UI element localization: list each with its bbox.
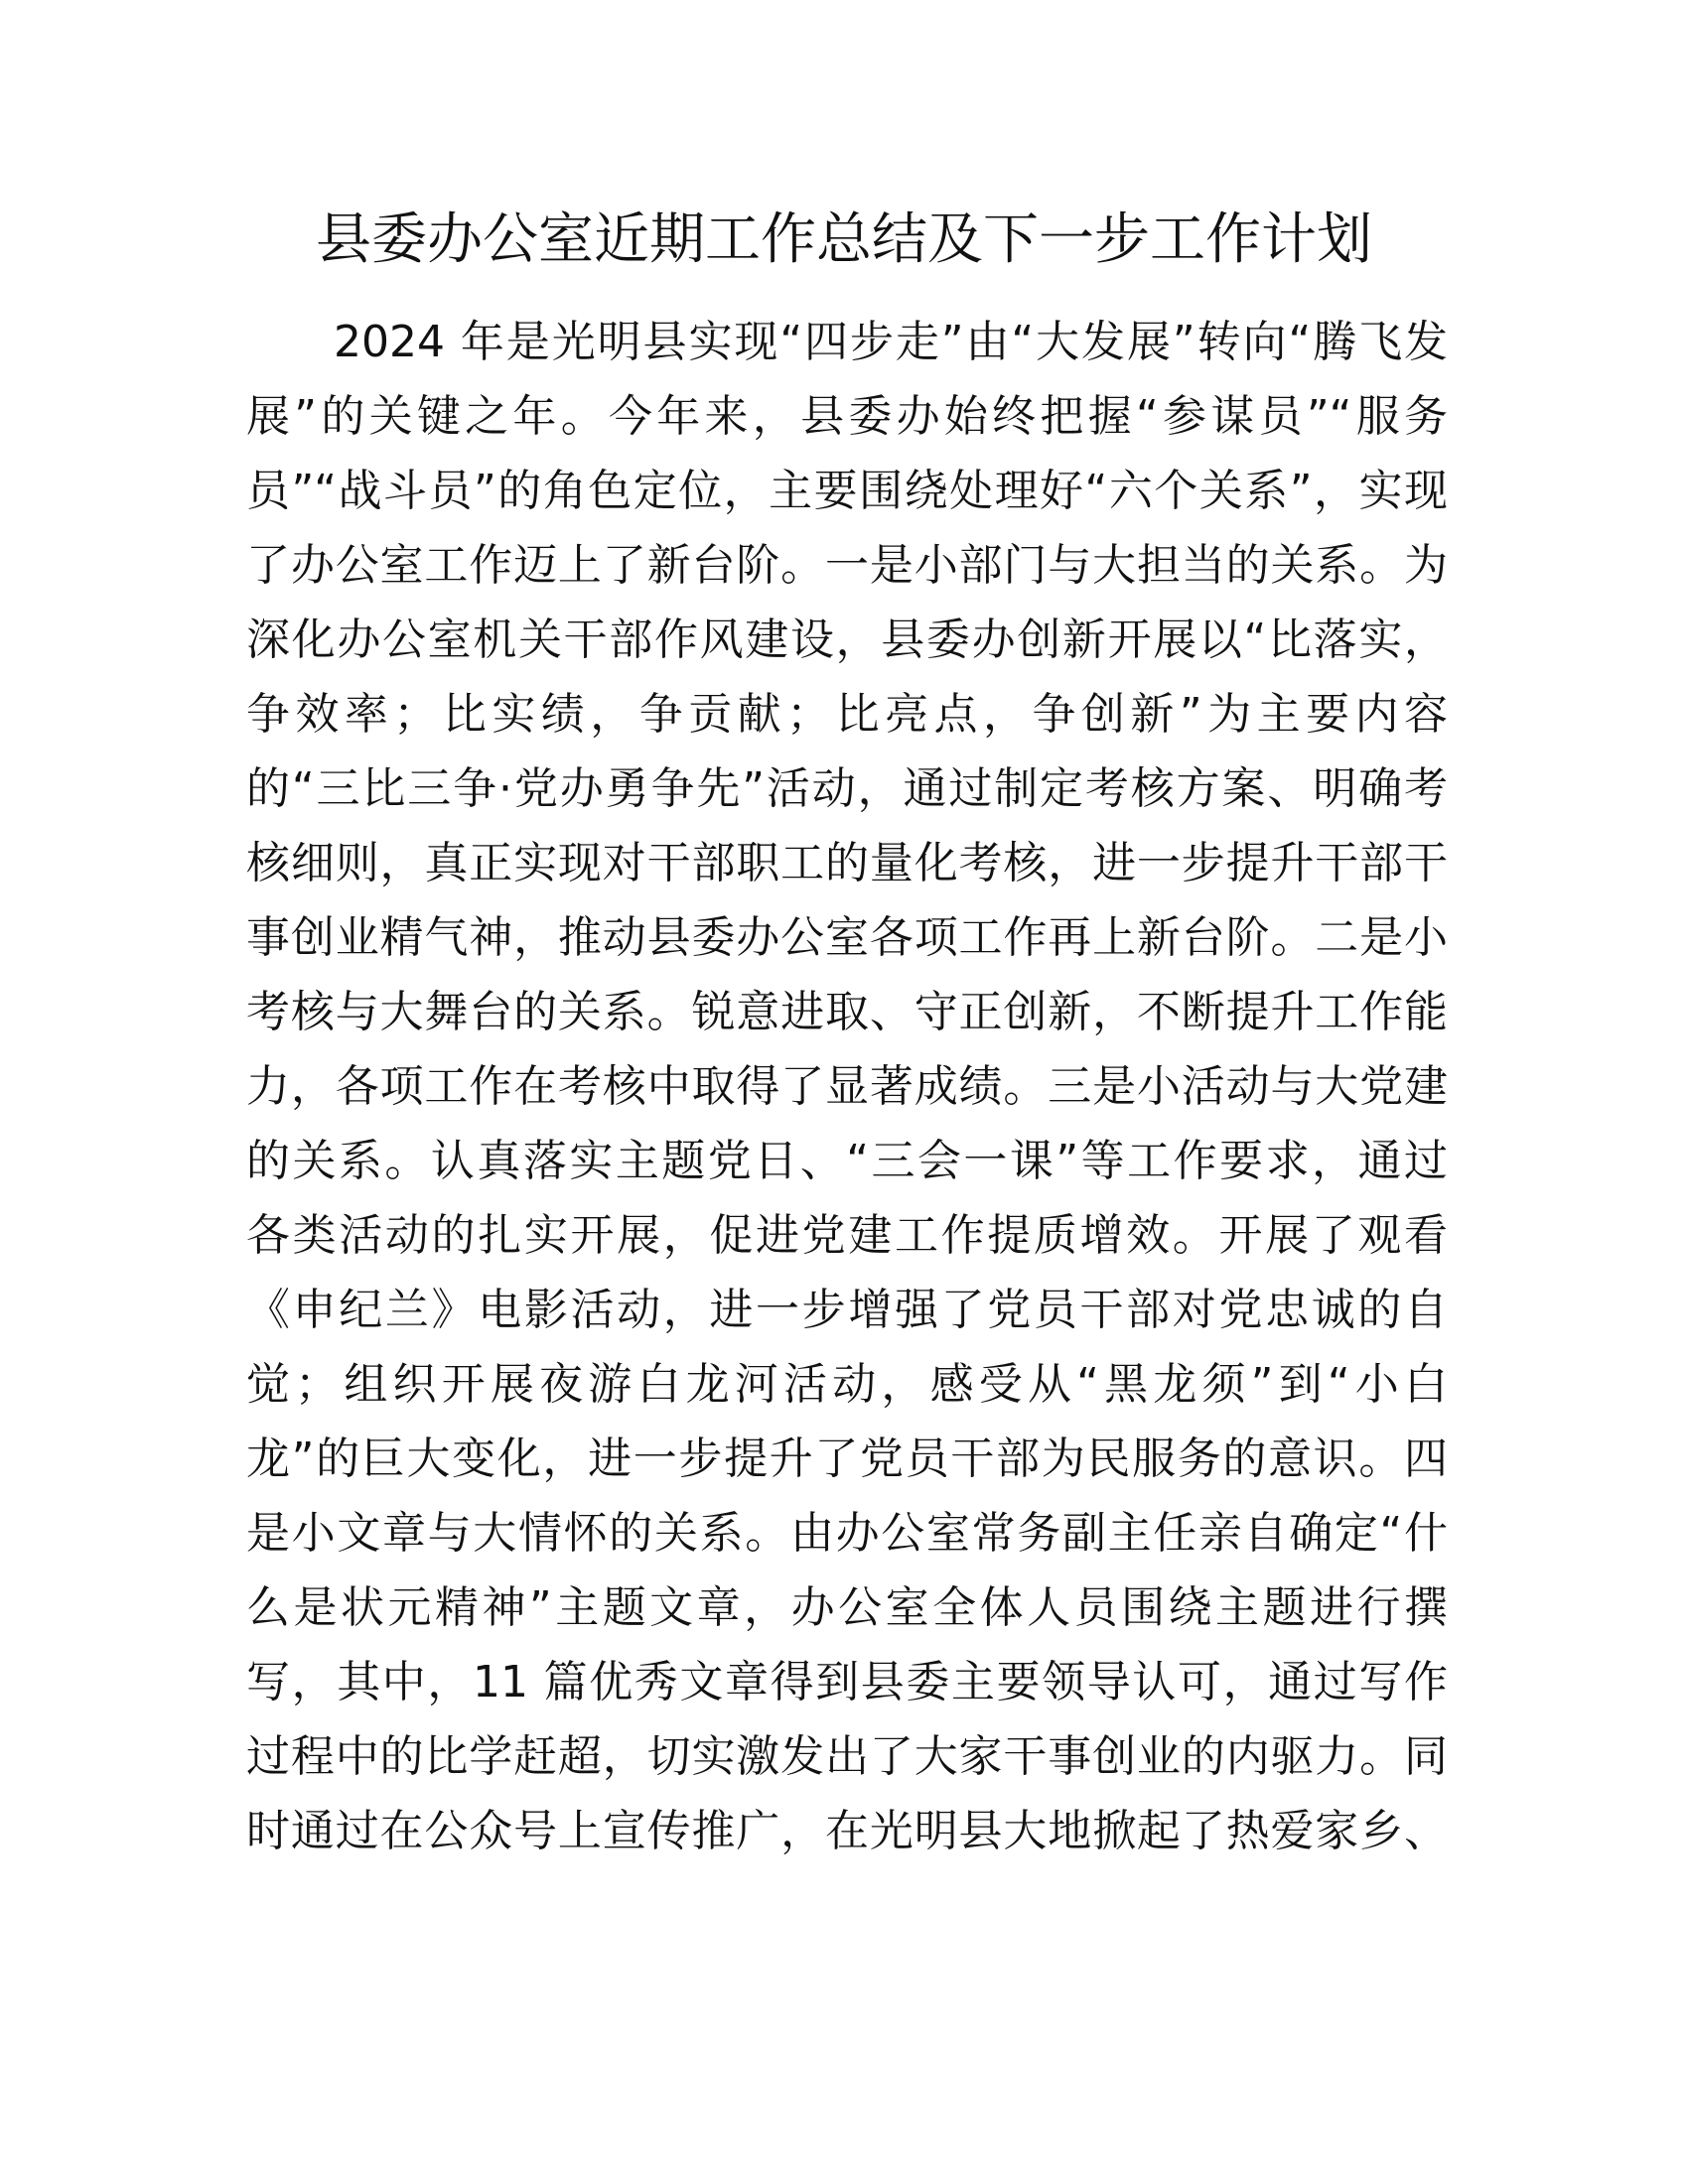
paragraph-line: 过程中的比学赶超，切实激发出了大家干事创业的内驱力。同 <box>246 1731 1448 1782</box>
paragraph-line: 《申纪兰》电影活动，进一步增强了党员干部对党忠诚的自 <box>246 1285 1448 1335</box>
paragraph-line: 写，其中，11 篇优秀文章得到县委主要领导认可，通过写作 <box>246 1657 1448 1707</box>
paragraph-line: 龙”的巨大变化，进一步提升了党员干部为民服务的意识。四 <box>246 1433 1448 1484</box>
paragraph-line: 时通过在公众号上宣传推广，在光明县大地掀起了热爱家乡、 <box>246 1806 1448 1856</box>
paragraph-line: 么是状元精神”主题文章，办公室全体人员围绕主题进行撰 <box>246 1582 1448 1633</box>
paragraph-line: 各类活动的扎实开展，促进党建工作提质增效。开展了观看 <box>246 1210 1448 1261</box>
paragraph-line: 员”“战斗员”的角色定位，主要围绕处理好“六个关系”，实现 <box>246 466 1448 516</box>
paragraph-line: 展”的关键之年。今年来，县委办始终把握“参谋员”“服务 <box>246 391 1448 442</box>
paragraph-line: 的“三比三争·党办勇争先”活动，通过制定考核方案、明确考 <box>246 763 1448 814</box>
paragraph-line: 深化办公室机关干部作风建设，县委办创新开展以“比落实， <box>246 614 1448 665</box>
paragraph-line: 考核与大舞台的关系。锐意进取、守正创新，不断提升工作能 <box>246 987 1448 1037</box>
paragraph-line: 2024 年是光明县实现“四步走”由“大发展”转向“腾飞发 <box>334 317 1448 367</box>
paragraph-line: 争效率；比实绩，争贡献；比亮点，争创新”为主要内容 <box>246 689 1448 740</box>
paragraph-line: 觉；组织开展夜游白龙河活动，感受从“黑龙须”到“小白 <box>246 1359 1448 1410</box>
paragraph-line: 了办公室工作迈上了新台阶。一是小部门与大担当的关系。为 <box>246 540 1448 591</box>
paragraph-line: 核细则，真正实现对干部职工的量化考核，进一步提升干部干 <box>246 838 1448 888</box>
paragraph-line: 是小文章与大情怀的关系。由办公室常务副主任亲自确定“什 <box>246 1508 1448 1559</box>
document-title: 县委办公室近期工作总结及下一步工作计划 <box>316 207 1372 272</box>
paragraph-line: 力，各项工作在考核中取得了显著成绩。三是小活动与大党建 <box>246 1061 1448 1112</box>
paragraph-line: 事创业精气神，推动县委办公室各项工作再上新台阶。二是小 <box>246 912 1448 963</box>
paragraph-line: 的关系。认真落实主题党日、“三会一课”等工作要求，通过 <box>246 1136 1448 1186</box>
